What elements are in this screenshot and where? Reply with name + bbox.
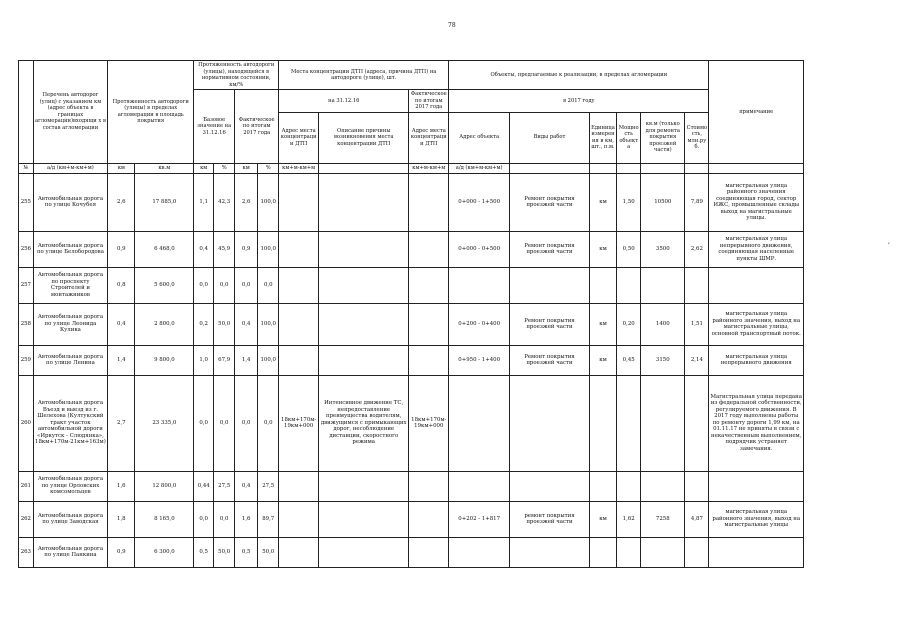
dtp-address [279, 303, 319, 345]
unit-dtp-kmm: км+м-км+м [279, 163, 319, 173]
note [709, 471, 804, 501]
unit [589, 537, 616, 567]
fact-km: 0,0 [235, 375, 258, 471]
work-type [510, 537, 590, 567]
row-number: 257 [19, 267, 34, 303]
power [617, 375, 641, 471]
base-pct: 67,9 [214, 345, 235, 375]
header-objects: Объекты, предлагаемые к реализации, в пределах агломерации [449, 61, 709, 90]
area-sqm: 6 468,0 [135, 231, 194, 267]
area-sqm: 12 800,0 [135, 471, 194, 501]
object-address: 0+000 - 0+500 [449, 231, 510, 267]
note: магистральная улица районного значения, выход на магистральные улицы, основной транспортный поток. [709, 303, 804, 345]
fact-km: 1,4 [235, 345, 258, 375]
object-address [449, 375, 510, 471]
fact-pct: 89,7 [258, 501, 279, 537]
header-year: в 2017 году [449, 90, 709, 113]
length-km: 1,8 [108, 501, 135, 537]
power: 1,50 [617, 173, 641, 231]
fact-km: 2,6 [235, 173, 258, 231]
unit: км [589, 173, 616, 231]
work-type [510, 267, 590, 303]
row-number: 261 [19, 471, 34, 501]
unit-fact-pct: % [258, 163, 279, 173]
header-note: примечание [709, 61, 804, 164]
length-km: 1,4 [108, 345, 135, 375]
road-name: Автомобильная дорога по проспекту Строителей и монтажников [33, 267, 108, 303]
dtp-reason [319, 267, 409, 303]
note: магистральная улица районного значения соединяющая город, сектор ИЖС, промышленные склады выход на магистральные улицы. [709, 173, 804, 231]
note [709, 267, 804, 303]
repair-area [641, 471, 685, 501]
length-km: 2,7 [108, 375, 135, 471]
length-km: 1,6 [108, 471, 135, 501]
header-obj-cost: Стоимость, млн.руб. [685, 112, 709, 163]
power: 1,62 [617, 501, 641, 537]
unit-ad: а/д (км+м-км+м) [33, 163, 108, 173]
base-km: 0,0 [194, 375, 214, 471]
header-obj-unit: Единица измерения в км, шт., п.м. [589, 112, 616, 163]
row-number: 256 [19, 231, 34, 267]
road-name: Автомобильная дорога по улице Кочубея [33, 173, 108, 231]
note: магистральная улица районного значения, выход на магистральные улицы [709, 501, 804, 537]
dtp-address [279, 173, 319, 231]
unit-base-km: км [194, 163, 214, 173]
dtp-address [279, 501, 319, 537]
area-sqm: 5 600,0 [135, 267, 194, 303]
dtp-address-fact: 18км+170м-19км+000 [409, 375, 449, 471]
area-sqm: 8 165,0 [135, 501, 194, 537]
dtp-address [279, 471, 319, 501]
dtp-address [279, 231, 319, 267]
dtp-reason [319, 231, 409, 267]
header-normative: Протяженность автодороги (улицы), находящейся в нормативном состоянии, км/% [194, 61, 279, 90]
cost: 2,14 [685, 345, 709, 375]
header-no-blank [19, 61, 34, 164]
cost: 2,62 [685, 231, 709, 267]
base-km: 0,5 [194, 537, 214, 567]
table-row [19, 267, 804, 303]
header-dtp-fact: Фактическое по итогам 2017 года [409, 90, 449, 113]
cost [685, 471, 709, 501]
fact-km: 0,4 [235, 303, 258, 345]
road-name: Автомобильная дорога по улице Леонида Кулика [33, 303, 108, 345]
unit-blank-4 [641, 163, 685, 173]
base-pct: 0,0 [214, 375, 235, 471]
dtp-reason [319, 173, 409, 231]
dtp-address [279, 267, 319, 303]
dtp-reason [319, 471, 409, 501]
repair-area [641, 537, 685, 567]
fact-pct: 100,0 [258, 231, 279, 267]
base-pct: 50,0 [214, 537, 235, 567]
object-address: 0+202 - 1+817 [449, 501, 510, 537]
dtp-address-fact [409, 231, 449, 267]
unit [589, 375, 616, 471]
fact-pct: 27,5 [258, 471, 279, 501]
table-row [19, 537, 804, 567]
dtp-reason: Интенсивное движение ТС, непредоставление преимущества водителям, движущимся с примыкающих дорог, несоблюдение дистанции, скоростного режима [319, 375, 409, 471]
unit [589, 267, 616, 303]
row-number: 255 [19, 173, 34, 231]
repair-area [641, 267, 685, 303]
unit: км [589, 345, 616, 375]
note: магистральная улица непрерывного движения, соединяющая населенные пункты ШМР. [709, 231, 804, 267]
object-address [449, 537, 510, 567]
unit: км [589, 501, 616, 537]
unit-blank-3 [617, 163, 641, 173]
unit-dtp-reason-blank [319, 163, 409, 173]
table-header [19, 61, 804, 174]
header-dtp-date: на 31.12.16 [279, 90, 409, 113]
unit-blank-6 [709, 163, 804, 173]
power: 0,20 [617, 303, 641, 345]
length-km: 0,4 [108, 303, 135, 345]
unit-blank-2 [589, 163, 616, 173]
unit-kvm: кв.м [135, 163, 194, 173]
fact-km: 0,0 [235, 267, 258, 303]
header-dtp: Места концентрации ДТП (адреса, причина ДТП) на автодороге (улице), шт. [279, 61, 449, 90]
length-km: 0,9 [108, 231, 135, 267]
header-obj-type: Виды работ [510, 112, 590, 163]
table-body [19, 173, 804, 567]
row-number: 262 [19, 501, 34, 537]
repair-area: 3500 [641, 231, 685, 267]
base-km: 0,0 [194, 501, 214, 537]
object-address [449, 471, 510, 501]
base-pct: 0,0 [214, 267, 235, 303]
fact-km: 0,4 [235, 471, 258, 501]
unit-dtp-kmm2: км+м-км+м [409, 163, 449, 173]
note: Магистральная улица передана из федеральной собственности, регулируемого движения. В 2017 году выполнены работы по ремонту дороги 1,99 км, на 01.11.17 не приняты в связи с некачественным выполнением, подрядчик устраняет замечания. [709, 375, 804, 471]
power [617, 267, 641, 303]
repair-area: 7258 [641, 501, 685, 537]
cost: 4,87 [685, 501, 709, 537]
fact-pct: 100,0 [258, 173, 279, 231]
dtp-address [279, 345, 319, 375]
dtp-address-fact [409, 501, 449, 537]
agglomeration-roads-table [18, 60, 804, 568]
base-km: 0,0 [194, 267, 214, 303]
area-sqm: 6 300,0 [135, 537, 194, 567]
work-type [510, 375, 590, 471]
unit-blank-5 [685, 163, 709, 173]
unit-base-pct: % [214, 163, 235, 173]
area-sqm: 2 800,0 [135, 303, 194, 345]
work-type [510, 471, 590, 501]
road-name: Автомобильная дорога по улице Орловских комсомольцев [33, 471, 108, 501]
repair-area: 1400 [641, 303, 685, 345]
repair-area [641, 375, 685, 471]
dtp-address-fact [409, 537, 449, 567]
dtp-address-fact [409, 303, 449, 345]
fact-pct: 100,0 [258, 345, 279, 375]
table-row [19, 173, 804, 231]
fact-pct: 0,0 [258, 375, 279, 471]
unit [589, 471, 616, 501]
unit-blank-1 [510, 163, 590, 173]
table-row [19, 471, 804, 501]
length-km: 0,9 [108, 537, 135, 567]
fact-pct: 0,0 [258, 267, 279, 303]
area-sqm: 17 885,0 [135, 173, 194, 231]
work-type: Ремонт покрытия проезжей части [510, 303, 590, 345]
cost: 1,51 [685, 303, 709, 345]
fact-km: 0,5 [235, 537, 258, 567]
header-base: Базовое значение на 31.12.16 [194, 90, 235, 164]
page-number: 78 [448, 22, 456, 29]
power: 0,50 [617, 231, 641, 267]
side-mark: , [888, 238, 890, 245]
road-name: Автомобильная дорога по улице Ленина [33, 345, 108, 375]
cost [685, 267, 709, 303]
header-obj-power: Мощность объекта [617, 112, 641, 163]
road-name: Автомобильная дорога по улице Панкина [33, 537, 108, 567]
header-fact: Фактическое по итогам 2017 года [235, 90, 279, 164]
dtp-reason [319, 501, 409, 537]
work-type: Ремонт покрытия проезжей части [510, 173, 590, 231]
header-dtp-addr: Адрес места концентрации ДТП [279, 112, 319, 163]
header-road-list: Перечень автодорог (улиц) с указанием км (адрес объекта в границах агломерации)входящи х в состав агломерации [33, 61, 108, 164]
unit-km: км [108, 163, 135, 173]
note: магистральная улица непрерывного движения [709, 345, 804, 375]
work-type: ремонт покрытия проезжей части [510, 501, 590, 537]
area-sqm: 23 335,0 [135, 375, 194, 471]
power: 0,45 [617, 345, 641, 375]
dtp-address-fact [409, 173, 449, 231]
base-pct: 27,5 [214, 471, 235, 501]
base-pct: 45,9 [214, 231, 235, 267]
table-row [19, 375, 804, 471]
power [617, 537, 641, 567]
base-pct: 0,0 [214, 501, 235, 537]
length-km: 0,8 [108, 267, 135, 303]
base-km: 0,44 [194, 471, 214, 501]
header-dtp-reason: Описание причины возникновения места концентрации ДТП [319, 112, 409, 163]
dtp-address-fact [409, 267, 449, 303]
unit-no: № [19, 163, 34, 173]
fact-km: 1,6 [235, 501, 258, 537]
work-type: Ремонт покрытия проезжей части [510, 345, 590, 375]
base-km: 0,4 [194, 231, 214, 267]
dtp-reason [319, 345, 409, 375]
table-row [19, 303, 804, 345]
note [709, 537, 804, 567]
dtp-address: 18км+170м-19км+000 [279, 375, 319, 471]
fact-pct: 50,0 [258, 537, 279, 567]
base-km: 1,0 [194, 345, 214, 375]
dtp-address-fact [409, 471, 449, 501]
unit-obj-ad: а/д (км+м-км+м) [449, 163, 510, 173]
base-pct: 42,3 [214, 173, 235, 231]
repair-area: 10500 [641, 173, 685, 231]
object-address: 0+000 - 1+500 [449, 173, 510, 231]
header-dtp-addr2: Адрес места концентрации ДТП [409, 112, 449, 163]
dtp-address-fact [409, 345, 449, 375]
row-number: 263 [19, 537, 34, 567]
row-number: 259 [19, 345, 34, 375]
fact-km: 0,9 [235, 231, 258, 267]
unit-fact-km: км [235, 163, 258, 173]
object-address: 0+200 - 0+400 [449, 303, 510, 345]
row-number: 260 [19, 375, 34, 471]
unit: км [589, 303, 616, 345]
repair-area: 3150 [641, 345, 685, 375]
base-km: 1,1 [194, 173, 214, 231]
power [617, 471, 641, 501]
length-km: 2,6 [108, 173, 135, 231]
cost: 7,89 [685, 173, 709, 231]
table-row [19, 231, 804, 267]
dtp-reason [319, 303, 409, 345]
area-sqm: 9 800,0 [135, 345, 194, 375]
work-type: Ремонт покрытия проезжей части [510, 231, 590, 267]
road-name: Автомобильная дорога по улице Белобородова [33, 231, 108, 267]
row-number: 258 [19, 303, 34, 345]
dtp-address [279, 537, 319, 567]
cost [685, 375, 709, 471]
base-km: 0,2 [194, 303, 214, 345]
header-length: Протяженность автодороги (улицы) в пределах агломерации в площадь покрытия [108, 61, 194, 164]
table-row [19, 501, 804, 537]
header-obj-repair: кв.м (только для ремонта покрытия проезжей части) [641, 112, 685, 163]
table-row [19, 345, 804, 375]
road-name: Автомобильная дорога по улице Заводская [33, 501, 108, 537]
fact-pct: 100,0 [258, 303, 279, 345]
object-address: 0+950 - 1+400 [449, 345, 510, 375]
dtp-reason [319, 537, 409, 567]
header-obj-addr: Адрес объекта [449, 112, 510, 163]
cost [685, 537, 709, 567]
object-address [449, 267, 510, 303]
unit: км [589, 231, 616, 267]
base-pct: 50,0 [214, 303, 235, 345]
road-name: Автомобильная дорога Въезд и выезд из г. Шелехова (Култукский тракт участок автомобильной дороги «Иркутск - Слюдянка», 18км+170м-21км+163м) [33, 375, 108, 471]
